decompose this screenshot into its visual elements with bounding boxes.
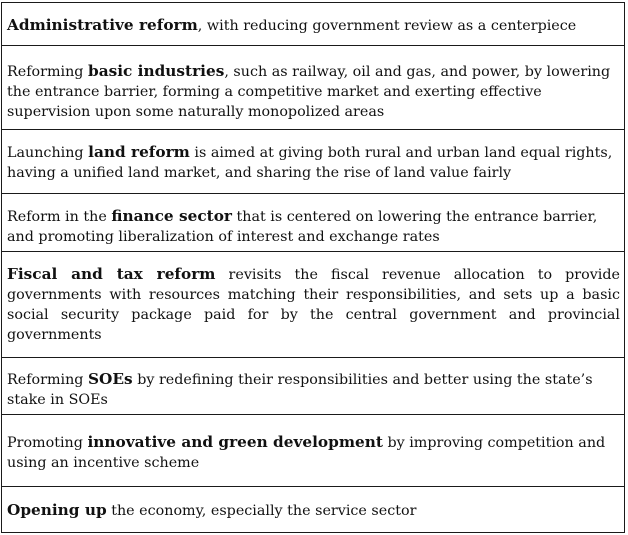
row-text-pre: Promoting (7, 435, 88, 451)
row-text (7, 142, 620, 183)
row-text-post: revisits the fiscal revenue allocation to provide governments with resources matching their responsibilities, and sets up a basic social security package paid for by the central government and provincial governments (7, 267, 620, 343)
row-text (7, 432, 620, 473)
table-row (2, 3, 624, 45)
row-text-bold: Fiscal and tax reform (7, 265, 216, 283)
row-text-bold: SOEs (88, 370, 133, 388)
row-text (7, 369, 620, 410)
row-text (7, 15, 620, 36)
row-text-bold: finance sector (111, 207, 232, 225)
table-row (2, 486, 624, 532)
row-text (7, 264, 620, 345)
table-row (2, 129, 624, 193)
row-text-post: the economy, especially the service sector (106, 503, 417, 519)
row-text-post: by redefining their responsibilities and better using the state’s stake in SOEs (7, 372, 593, 408)
row-text-pre: Reforming (7, 64, 88, 80)
row-text-bold: land reform (88, 143, 190, 161)
row-text-pre: Reform in the (7, 209, 112, 225)
row-text (7, 61, 620, 122)
row-text-post: is aimed at giving both rural and urban land equal rights, having a unified land market, and sharing the rise of land value fairly (7, 145, 613, 181)
row-text-post: by improving competition and using an incentive scheme (7, 435, 606, 471)
row-text-post: , such as railway, oil and gas, and power, by lowering the entrance barrier, forming a competitive market and exerting effective supervision upon some naturally monopolized areas (7, 64, 611, 120)
row-text-bold: Administrative reform (7, 16, 198, 34)
table-row (2, 251, 624, 357)
row-text (7, 206, 620, 247)
row-text-pre: Launching (7, 145, 89, 161)
row-text-bold: innovative and green development (87, 433, 383, 451)
table-row (2, 414, 624, 486)
row-text-post: that is centered on lowering the entrance barrier, and promoting liberalization of interest and exchange rates (7, 209, 598, 245)
table-row (2, 45, 624, 129)
row-text-pre: Reforming (7, 372, 88, 388)
row-text-post: , with reducing government review as a centerpiece (197, 18, 577, 34)
reform-table (1, 2, 625, 533)
table-row (2, 193, 624, 251)
row-text (7, 500, 620, 521)
row-text-bold: basic industries (88, 62, 225, 80)
table-row (2, 357, 624, 414)
row-text-bold: Opening up (7, 501, 107, 519)
